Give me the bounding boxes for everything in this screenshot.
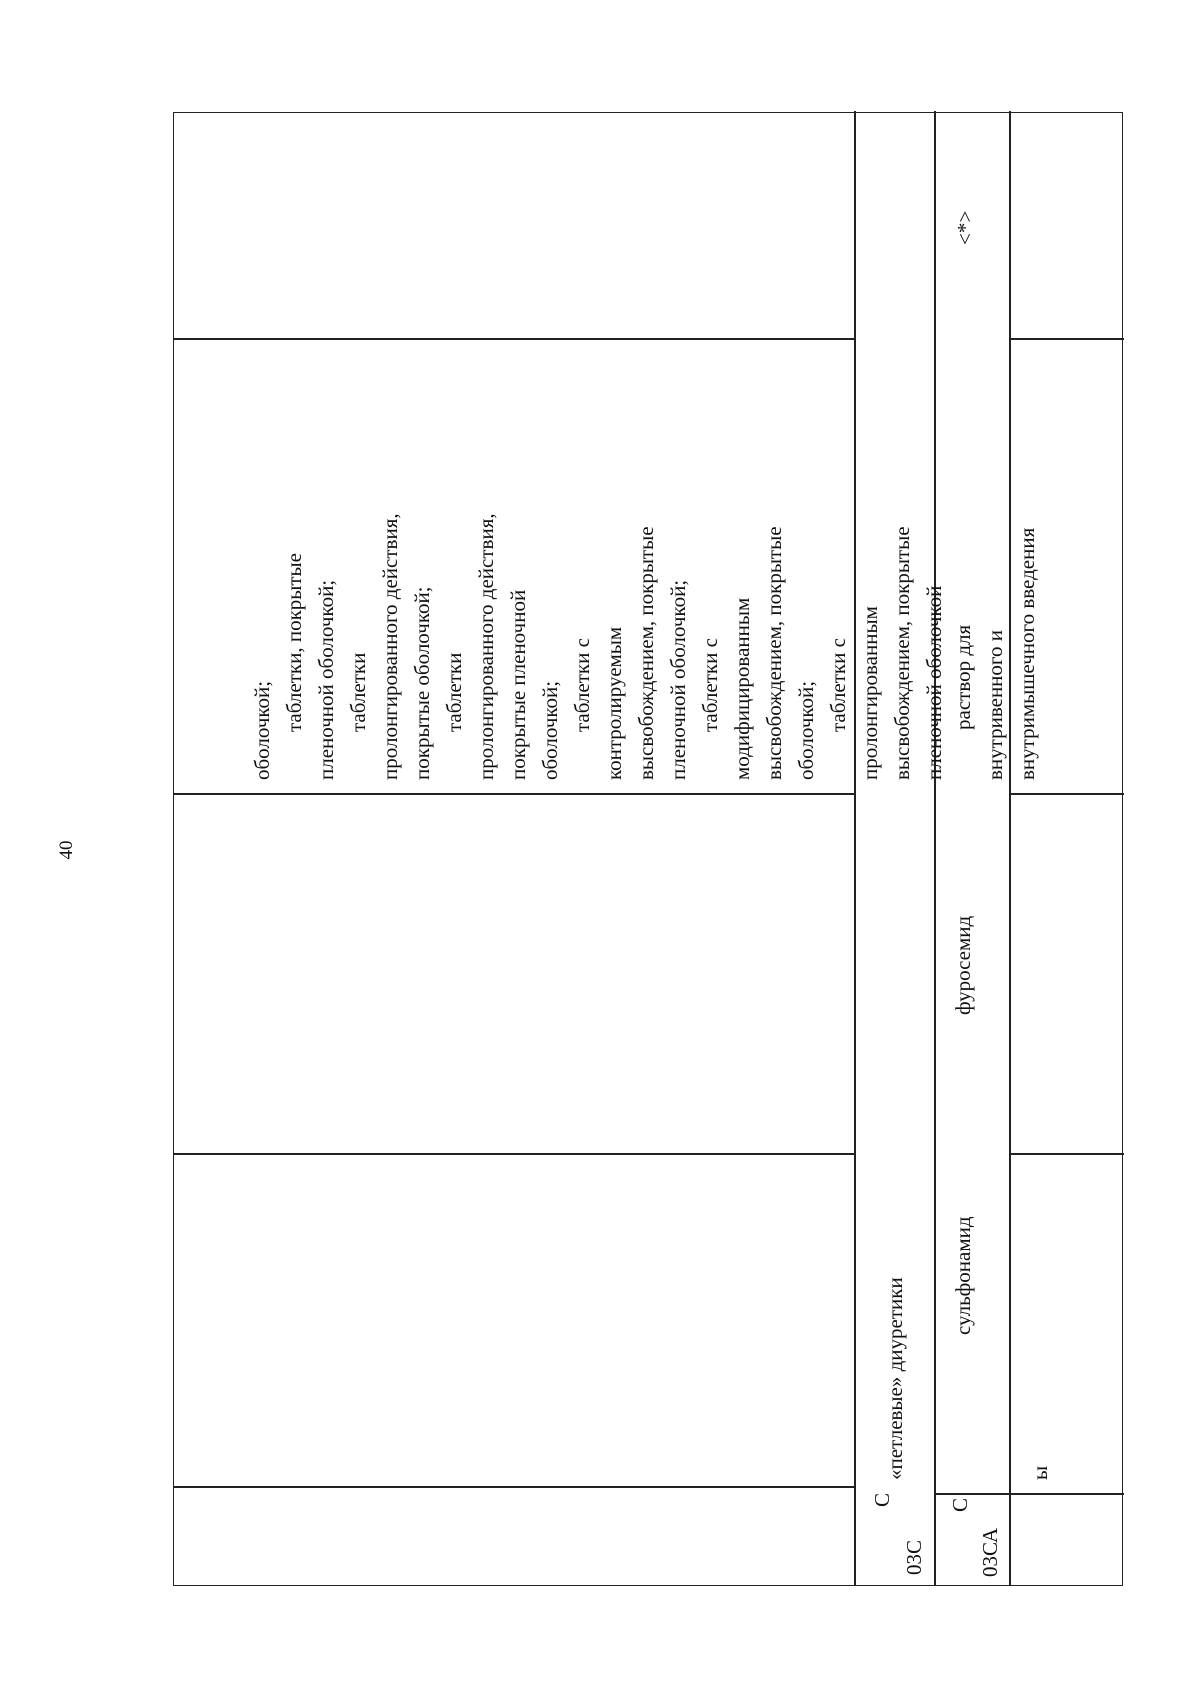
dosage-form-line: пленочной оболочкой;	[666, 579, 690, 780]
row-divider-1	[854, 111, 856, 1585]
divider-group-column	[174, 1154, 854, 1156]
row-divider-2	[934, 111, 936, 1585]
divider-form-column-top	[174, 794, 854, 796]
dosage-form-line: пленочной оболочкой;	[314, 579, 338, 780]
dosage-forms-list	[182, 513, 1014, 780]
divider-note-column-bottom	[1009, 339, 1124, 341]
divider-subgroup-column	[1009, 1154, 1124, 1156]
dosage-form-line1: раствор для	[951, 624, 975, 730]
row-divider-3	[1009, 111, 1011, 1585]
code-c03ca-line2: 03СА	[978, 1527, 1002, 1577]
divider-code-column-bottom	[934, 1494, 1124, 1496]
rotated-table-container	[173, 112, 1123, 1586]
divider-form-column-bottom	[1009, 794, 1124, 796]
dosage-form-line: высвобождением, покрытые	[890, 526, 914, 780]
medication-table	[173, 112, 1123, 1586]
dosage-form-line: оболочкой;	[250, 680, 274, 780]
dosage-form-line: высвобождением, покрытые	[762, 526, 786, 780]
dosage-form-line: пролонгированного действия,	[378, 513, 402, 780]
dosage-form-line: таблетки с	[570, 638, 594, 732]
code-c03c-line2: 03С	[902, 1539, 926, 1575]
dosage-form-line: покрытые оболочкой;	[410, 586, 434, 780]
dosage-form-line: таблетки	[442, 652, 466, 732]
group-name-loop-diuretics: «петлевые» диуретики	[883, 1277, 907, 1480]
drug-name-furosemide: фуросемид	[951, 915, 975, 1015]
dosage-form-line2: внутривенного и	[983, 630, 1007, 780]
dosage-form-line: таблетки с	[698, 638, 722, 732]
dosage-forms-lines	[246, 513, 950, 780]
note-marker: <*>	[953, 210, 977, 245]
page-number: 40	[56, 840, 77, 860]
dosage-form-line: контролируемым	[602, 626, 626, 780]
dosage-form-line: оболочкой;	[794, 680, 818, 780]
subgroup-name-line1: сульфонамид	[951, 1216, 975, 1335]
divider-note-column-top	[174, 339, 854, 341]
subgroup-name-line2: ы	[1028, 1465, 1052, 1480]
dosage-form-line: покрытые пленочной	[506, 589, 530, 780]
dosage-form-line: пролонгированного действия,	[474, 513, 498, 780]
divider-code-column-top	[174, 1487, 854, 1489]
dosage-form-line: таблетки	[346, 652, 370, 732]
dosage-form-line: таблетки с	[826, 638, 850, 732]
dosage-form-line: оболочкой;	[538, 680, 562, 780]
dosage-form-line: таблетки, покрытые	[282, 553, 306, 732]
code-c03c-line1: С	[870, 1493, 894, 1508]
dosage-form-line: высвобождением, покрытые	[634, 526, 658, 780]
dosage-form-line3: внутримышечного введения	[1015, 527, 1039, 780]
dosage-form-line: пленочной оболочкой	[922, 585, 946, 780]
dosage-form-line: пролонгированным	[858, 606, 882, 780]
code-c03ca-line1: С	[948, 1498, 972, 1513]
dosage-form-line: модифицированным	[730, 597, 754, 780]
